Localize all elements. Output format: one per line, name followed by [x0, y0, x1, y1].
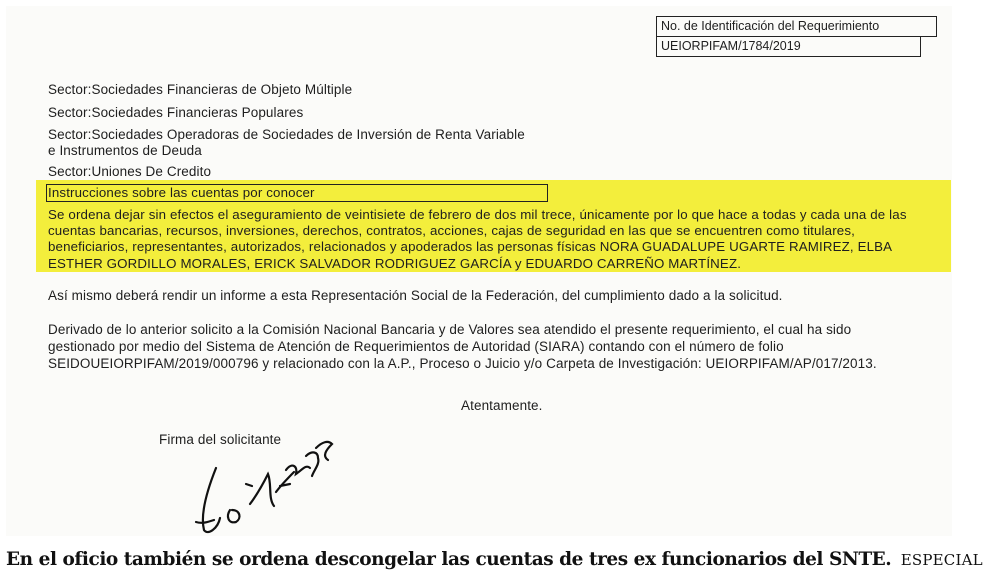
sector-line: Sector:Sociedades Operadoras de Sociedades de Inversión de Renta Variable	[48, 127, 525, 142]
caption-text: En el oficio también se ordena descongelar las cuentas de tres ex funcionarios del SNTE.	[6, 549, 892, 570]
derivado-line: Derivado de lo anterior solicito a la Comisión Nacional Bancaria y de Valores sea atendido el presente requerimiento, el cual ha sido	[48, 322, 852, 337]
sector-line: Sector:Sociedades Financieras de Objeto Múltiple	[48, 82, 353, 97]
document-page	[6, 6, 952, 536]
instructions-title: Instrucciones sobre las cuentas por conocer	[48, 185, 315, 200]
photo-caption	[6, 549, 983, 577]
instructions-line: Se ordena dejar sin efectos el aseguramiento de veintisiete de febrero de dos mil trece, únicamente por lo que hace a todas y cada una de las	[48, 207, 907, 222]
handwritten-signature	[156, 426, 356, 536]
derivado-line: gestionado por medio del Sistema de Atención de Requerimientos de Autoridad (SIARA) contando con el número de folio	[48, 339, 784, 354]
firma-label: Firma del solicitante	[159, 432, 282, 447]
instructions-line: beneficiarios, representantes, autorizados, relacionados y apoderados las personas físicas NORA GUADALUPE UGARTE RAMIREZ, ELBA	[48, 239, 893, 254]
requerimiento-number: UEIORPIFAM/1784/2019	[657, 37, 921, 57]
instructions-line: ESTHER GORDILLO MORALES, ERICK SALVADOR RODRIGUEZ GARCÍA y EDUARDO CARREÑO MARTÍNEZ.	[48, 256, 742, 271]
instructions-line: cuentas bancarias, recursos, inversiones, derechos, contratos, acciones, cajas de seguridad en las que se encuentren como titulares,	[48, 223, 855, 238]
sector-line: Sector:Sociedades Financieras Populares	[48, 105, 304, 120]
atentamente-text: Atentamente.	[461, 398, 543, 413]
sector-line: Sector:Uniones De Credito	[48, 164, 212, 179]
derivado-line: SEIDOUEIORPIFAM/2019/000796 y relacionado con la A.P., Proceso o Juicio y/o Carpeta de Investigación: UEIORPIFAM/AP/017/2013.	[48, 356, 877, 371]
requerimiento-label: No. de Identificación del Requerimiento	[657, 17, 937, 37]
caption-credit: ESPECIAL	[900, 551, 983, 569]
sector-line-continuation: e Instrumentos de Deuda	[48, 143, 202, 158]
requerimiento-box	[656, 16, 937, 57]
informe-paragraph: Así mismo deberá rendir un informe a esta Representación Social de la Federación, del cumplimiento dado a la solicitud.	[48, 288, 783, 303]
